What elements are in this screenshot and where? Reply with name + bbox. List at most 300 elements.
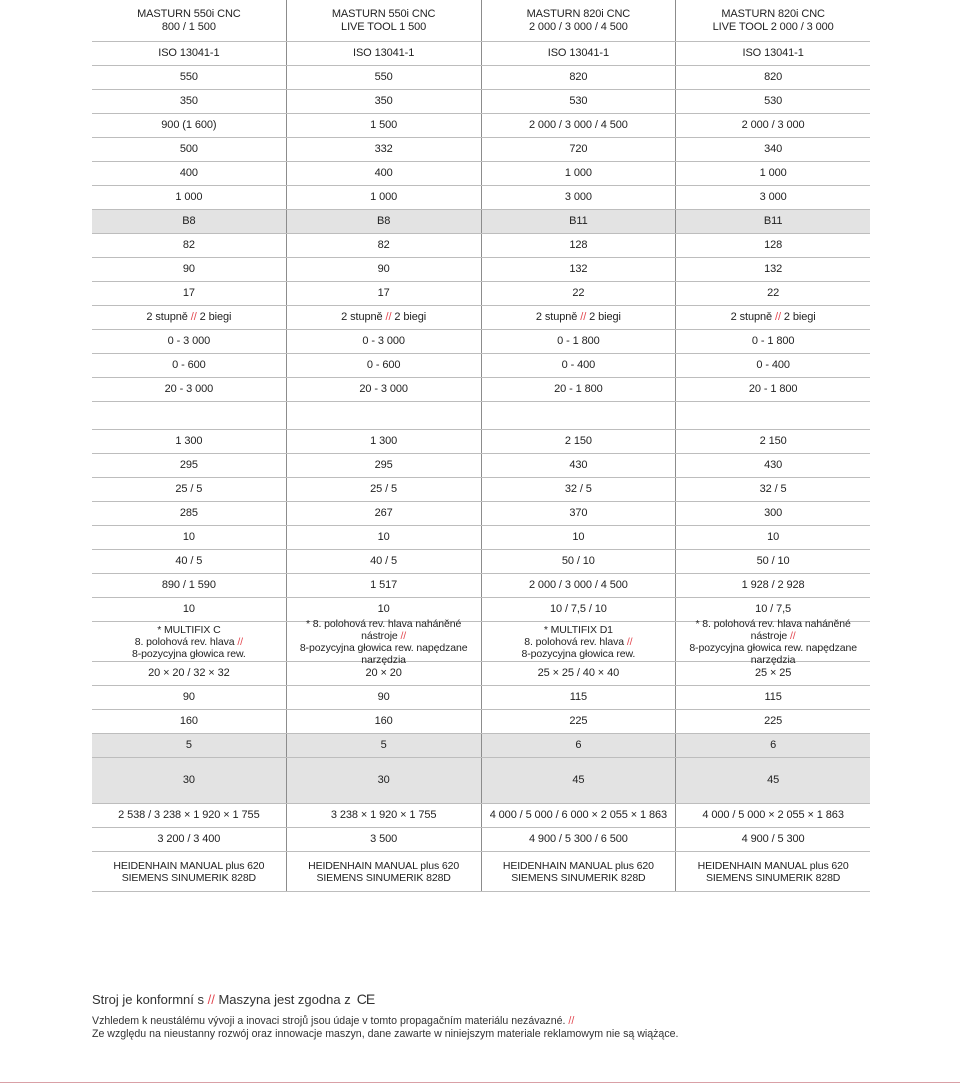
cell-line: 8-pozycyjna głowica rew. napędzane narzędzia xyxy=(689,641,857,666)
separator-slashes: // xyxy=(385,311,392,324)
table-cell xyxy=(481,234,676,257)
table-cell xyxy=(675,114,870,137)
table-row xyxy=(92,114,870,138)
cell-line: 430 xyxy=(569,459,588,472)
table-row xyxy=(92,210,870,234)
cell-line: 2 stupně // 2 biegi xyxy=(146,311,232,324)
table-cell xyxy=(286,90,481,113)
cell-line: 430 xyxy=(764,459,783,472)
table-cell xyxy=(481,66,676,89)
table-cell xyxy=(675,617,870,666)
table-cell xyxy=(286,66,481,89)
cell-line: 2 stupně // 2 biegi xyxy=(535,311,621,324)
table-cell xyxy=(92,378,286,401)
cell-line: 10 xyxy=(377,531,390,544)
separator-slashes: // xyxy=(568,1015,575,1027)
cell-line: 17 xyxy=(182,287,195,300)
header-cell xyxy=(92,0,286,41)
table-cell xyxy=(286,758,481,803)
table-cell xyxy=(675,210,870,233)
cell-line: 8-pozycyjna głowica rew. napędzane narzędzia xyxy=(299,641,468,666)
cell-line: 40 / 5 xyxy=(370,555,398,568)
table-row xyxy=(92,852,870,892)
cell-line: 17 xyxy=(377,287,390,300)
table-row xyxy=(92,710,870,734)
table-row xyxy=(92,550,870,574)
cell-line: 20 × 20 / 32 × 32 xyxy=(148,667,230,680)
table-cell xyxy=(92,210,286,233)
cell-line: 2 150 xyxy=(564,435,592,448)
cell-line: HEIDENHAIN MANUAL plus 620 xyxy=(502,859,654,872)
table-cell xyxy=(286,258,481,281)
cell-line: 132 xyxy=(764,263,783,276)
cell-line: 340 xyxy=(764,143,783,156)
table-cell xyxy=(92,454,286,477)
table-cell xyxy=(92,686,286,709)
cell-line: 50 / 10 xyxy=(756,555,790,568)
table-cell xyxy=(481,622,676,661)
table-row xyxy=(92,282,870,306)
cell-line: 50 / 10 xyxy=(561,555,595,568)
cell-line: 1 300 xyxy=(175,435,203,448)
table-cell xyxy=(92,828,286,851)
cell-line: 4 000 / 5 000 × 2 055 × 1 863 xyxy=(702,809,844,822)
table-cell xyxy=(481,258,676,281)
table-cell xyxy=(92,186,286,209)
table-cell xyxy=(675,710,870,733)
table-cell xyxy=(481,828,676,851)
cell-line: 4 900 / 5 300 / 6 500 xyxy=(528,833,628,846)
cell-line: 2 538 / 3 238 × 1 920 × 1 755 xyxy=(118,809,260,822)
table-cell xyxy=(481,114,676,137)
table-cell xyxy=(286,804,481,827)
table-cell xyxy=(92,354,286,377)
table-cell xyxy=(286,828,481,851)
table-cell xyxy=(675,90,870,113)
cell-line: 0 - 400 xyxy=(756,359,790,372)
table-cell xyxy=(286,162,481,185)
cell-line: 90 xyxy=(377,691,390,704)
table-cell xyxy=(92,598,286,621)
cell-line: 3 238 × 1 920 × 1 755 xyxy=(330,809,437,822)
table-cell xyxy=(481,758,676,803)
cell-line: * 8. polohová rev. hlava naháněné nástroje // xyxy=(695,617,851,642)
ce-mark-icon: CE xyxy=(356,991,375,1007)
table-cell xyxy=(286,526,481,549)
table-cell xyxy=(286,402,481,429)
table-cell xyxy=(481,550,676,573)
cell-line: 90 xyxy=(377,263,390,276)
cell-line: 820 xyxy=(764,71,783,84)
table-cell xyxy=(286,574,481,597)
separator-slashes: // xyxy=(626,635,633,648)
table-cell xyxy=(92,258,286,281)
cell-line: 8. polohová rev. hlava // xyxy=(524,635,633,648)
table-cell xyxy=(481,42,676,65)
header-line: MASTURN 550i CNC xyxy=(137,8,241,20)
cell-line: 6 xyxy=(770,739,777,752)
separator-slashes: // xyxy=(207,991,215,1007)
cell-line: HEIDENHAIN MANUAL plus 620 xyxy=(308,859,460,872)
table-cell xyxy=(675,758,870,803)
table-row xyxy=(92,617,870,666)
table-cell xyxy=(481,734,676,757)
table-cell xyxy=(675,550,870,573)
table-cell xyxy=(481,138,676,161)
cell-line: 500 xyxy=(179,143,198,156)
table-cell xyxy=(92,502,286,525)
table-row xyxy=(92,574,870,598)
cell-line: 30 xyxy=(377,774,390,787)
cell-line: 0 - 3 000 xyxy=(167,335,211,348)
header-cell xyxy=(286,0,481,41)
cell-line: 550 xyxy=(374,71,393,84)
table-cell xyxy=(675,454,870,477)
cell-line: 10 xyxy=(182,603,195,616)
cell-line: 115 xyxy=(569,691,587,704)
table-cell xyxy=(675,186,870,209)
table-cell xyxy=(675,42,870,65)
table-cell xyxy=(92,114,286,137)
cell-line: HEIDENHAIN MANUAL plus 620 xyxy=(113,859,265,872)
table-row xyxy=(92,454,870,478)
table-cell xyxy=(675,430,870,453)
table-cell xyxy=(286,550,481,573)
cell-line: ISO 13041-1 xyxy=(158,47,220,60)
table-cell xyxy=(675,402,870,429)
cell-line: B8 xyxy=(182,215,196,228)
table-cell xyxy=(92,478,286,501)
header-cell xyxy=(481,0,676,41)
table-cell xyxy=(675,354,870,377)
cell-line: 2 000 / 3 000 / 4 500 xyxy=(528,119,628,132)
separator-slashes: // xyxy=(400,629,407,642)
cell-line: 25 / 5 xyxy=(370,483,398,496)
cell-line: 5 xyxy=(185,739,192,752)
cell-line: 8-pozycyjna głowica rew. xyxy=(521,647,636,660)
cell-line: 1 928 / 2 928 xyxy=(741,579,805,592)
table-cell xyxy=(92,526,286,549)
separator-slashes: // xyxy=(775,311,781,324)
cell-line: SIEMENS SINUMERIK 828D xyxy=(316,871,451,884)
cell-line: * MULTIFIX C xyxy=(157,623,221,636)
table-cell xyxy=(675,662,870,685)
table-cell xyxy=(481,574,676,597)
cell-line: 0 - 600 xyxy=(366,359,401,372)
cell-line: 0 - 1 800 xyxy=(557,335,600,348)
table-cell xyxy=(675,852,870,891)
table-row xyxy=(92,758,870,804)
cell-line: 2 000 / 3 000 / 4 500 xyxy=(528,579,628,592)
cell-line: 1 500 xyxy=(370,119,398,132)
cell-line: 0 - 400 xyxy=(561,359,596,372)
cell-line: 225 xyxy=(569,715,588,728)
table-cell xyxy=(92,734,286,757)
cell-line: ISO 13041-1 xyxy=(352,47,415,60)
table-cell xyxy=(675,138,870,161)
table-cell xyxy=(481,186,676,209)
cell-line: 332 xyxy=(374,143,393,156)
table-row xyxy=(92,186,870,210)
cell-line: ISO 13041-1 xyxy=(742,47,804,60)
table-cell xyxy=(675,378,870,401)
table-cell xyxy=(92,138,286,161)
table-row xyxy=(92,90,870,114)
cell-line: 32 / 5 xyxy=(564,483,592,496)
cell-line: * 8. polohová rev. hlava naháněné nástroje // xyxy=(305,617,462,642)
table-cell xyxy=(481,454,676,477)
table-cell xyxy=(481,354,676,377)
cell-line: 1 517 xyxy=(370,579,398,592)
table-cell xyxy=(286,430,481,453)
cell-line: 720 xyxy=(569,143,588,156)
cell-line: 1 300 xyxy=(370,435,398,448)
cell-line: SIEMENS SINUMERIK 828D xyxy=(121,871,257,884)
cell-line: 890 / 1 590 xyxy=(161,579,216,592)
cell-line: 6 xyxy=(575,739,582,752)
bottom-divider xyxy=(0,1082,960,1083)
cell-line: 82 xyxy=(377,239,390,252)
table-cell xyxy=(481,402,676,429)
table-row xyxy=(92,258,870,282)
cell-line: 22 xyxy=(572,287,585,300)
table-cell xyxy=(92,282,286,305)
table-cell xyxy=(286,478,481,501)
cell-line: 22 xyxy=(767,287,780,300)
table-cell xyxy=(92,550,286,573)
cell-line: 90 xyxy=(182,263,195,276)
table-cell xyxy=(286,210,481,233)
table-cell xyxy=(675,478,870,501)
conformity-text: Stroj je konformní s // Maszyna jest zgodna z xyxy=(92,991,351,1007)
cell-line: 8-pozycyjna głowica rew. xyxy=(132,647,246,660)
header-line: MASTURN 820i CNC xyxy=(721,8,825,20)
table-cell xyxy=(675,330,870,353)
table-row xyxy=(92,828,870,852)
table-cell xyxy=(286,378,481,401)
table-row xyxy=(92,478,870,502)
table-cell xyxy=(286,852,481,891)
separator-slashes: // xyxy=(789,629,796,642)
cell-line: B11 xyxy=(569,215,588,228)
cell-line: 25 / 5 xyxy=(175,483,203,496)
cell-line: 370 xyxy=(569,507,588,520)
table-cell xyxy=(92,710,286,733)
cell-line: SIEMENS SINUMERIK 828D xyxy=(705,871,841,884)
header-line: LIVE TOOL 1 500 xyxy=(341,20,427,33)
table-cell xyxy=(286,686,481,709)
cell-line: 2 stupně // 2 biegi xyxy=(341,311,427,324)
cell-line: 25 × 25 xyxy=(754,667,792,680)
table-cell xyxy=(92,42,286,65)
cell-line: 295 xyxy=(374,459,393,472)
cell-line: 40 / 5 xyxy=(175,555,203,568)
table-cell xyxy=(92,234,286,257)
cell-line: 25 × 25 / 40 × 40 xyxy=(537,667,620,680)
table-cell xyxy=(286,617,481,666)
table-cell xyxy=(92,66,286,89)
separator-slashes: // xyxy=(190,311,197,324)
table-cell xyxy=(92,574,286,597)
conformity-line xyxy=(92,988,912,1010)
disclaimer-line-2: Ze względu na nieustanny rozwój oraz innowacje maszyn, dane zawarte w niniejszym materiale reklamowym nie są wiążące. xyxy=(92,1028,679,1040)
cell-line: 350 xyxy=(179,95,198,108)
table-cell xyxy=(675,502,870,525)
cell-line: 10 xyxy=(377,603,390,616)
table-cell xyxy=(92,622,286,661)
table-row xyxy=(92,138,870,162)
cell-line: 295 xyxy=(179,459,198,472)
table-cell xyxy=(675,162,870,185)
cell-line: 10 / 7,5 xyxy=(755,603,792,616)
table-cell xyxy=(286,186,481,209)
cell-line: 128 xyxy=(569,239,588,252)
table-cell xyxy=(286,662,481,685)
table-cell xyxy=(286,710,481,733)
table-cell xyxy=(286,502,481,525)
table-cell xyxy=(92,402,286,429)
cell-line: 20 - 1 800 xyxy=(748,383,798,396)
table-cell xyxy=(481,210,676,233)
cell-line: 2 stupně // 2 biegi xyxy=(730,311,816,324)
table-cell xyxy=(481,162,676,185)
spec-table xyxy=(92,0,870,892)
table-cell xyxy=(481,430,676,453)
cell-line: 45 xyxy=(572,774,585,787)
table-cell xyxy=(286,282,481,305)
table-cell xyxy=(286,454,481,477)
table-cell xyxy=(92,330,286,353)
cell-line: 900 (1 600) xyxy=(161,119,217,132)
cell-line: 400 xyxy=(374,167,393,180)
cell-line: 3 000 xyxy=(564,191,592,204)
cell-line: 20 - 3 000 xyxy=(359,383,408,396)
footer xyxy=(92,988,912,1041)
table-cell xyxy=(286,42,481,65)
cell-line: 128 xyxy=(764,239,783,252)
cell-line: 32 / 5 xyxy=(759,483,787,496)
table-row xyxy=(92,330,870,354)
table-cell xyxy=(286,734,481,757)
cell-line: 3 500 xyxy=(370,833,398,846)
table-cell xyxy=(481,90,676,113)
table-cell xyxy=(675,686,870,709)
cell-line: ISO 13041-1 xyxy=(547,47,610,60)
cell-line: 4 000 / 5 000 / 6 000 × 2 055 × 1 863 xyxy=(489,809,668,822)
cell-line: 160 xyxy=(179,715,198,728)
cell-line: 300 xyxy=(764,507,783,520)
cell-line: 2 000 / 3 000 xyxy=(741,119,805,132)
table-cell xyxy=(675,66,870,89)
table-cell xyxy=(675,828,870,851)
cell-line: 225 xyxy=(764,715,783,728)
table-row xyxy=(92,66,870,90)
table-row xyxy=(92,378,870,402)
table-row xyxy=(92,354,870,378)
table-cell xyxy=(675,804,870,827)
cell-line: 1 000 xyxy=(564,167,592,180)
cell-line: 3 000 xyxy=(759,191,787,204)
table-cell xyxy=(675,526,870,549)
cell-line: B11 xyxy=(763,215,783,228)
cell-line: 20 - 3 000 xyxy=(164,383,214,396)
cell-line: B8 xyxy=(376,215,391,228)
header-line: 800 / 1 500 xyxy=(161,20,216,33)
table-cell xyxy=(481,378,676,401)
cell-line: 400 xyxy=(179,167,198,180)
cell-line: 550 xyxy=(179,71,198,84)
cell-line: 160 xyxy=(374,715,393,728)
cell-line: 4 900 / 5 300 xyxy=(741,833,805,846)
header-line: MASTURN 820i CNC xyxy=(526,8,631,20)
table-cell xyxy=(92,758,286,803)
table-cell xyxy=(92,804,286,827)
table-cell xyxy=(481,502,676,525)
cell-line: 350 xyxy=(374,95,393,108)
cell-line: 267 xyxy=(374,507,393,520)
cell-line: 20 × 20 xyxy=(365,667,402,680)
table-header xyxy=(92,0,870,42)
separator-slashes: // xyxy=(237,635,243,648)
cell-line: 1 000 xyxy=(175,191,203,204)
table-row xyxy=(92,526,870,550)
table-row xyxy=(92,430,870,454)
cell-line: 0 - 3 000 xyxy=(362,335,405,348)
table-cell xyxy=(675,258,870,281)
cell-line: 0 - 600 xyxy=(172,359,206,372)
cell-line: 3 200 / 3 400 xyxy=(157,833,221,846)
table-cell xyxy=(286,234,481,257)
table-cell xyxy=(286,330,481,353)
table-cell xyxy=(481,598,676,621)
table-cell xyxy=(286,306,481,329)
table-row xyxy=(92,804,870,828)
table-cell xyxy=(92,162,286,185)
cell-line: 1 000 xyxy=(370,191,398,204)
cell-line: 10 xyxy=(767,531,780,544)
cell-line: 530 xyxy=(764,95,783,108)
table-cell xyxy=(481,686,676,709)
table-cell xyxy=(675,574,870,597)
table-cell xyxy=(481,306,676,329)
cell-line: 530 xyxy=(569,95,588,108)
header-cell xyxy=(675,0,870,41)
table-row xyxy=(92,402,870,430)
cell-line: 132 xyxy=(569,263,588,276)
cell-line: 10 xyxy=(572,531,585,544)
table-row xyxy=(92,42,870,66)
header-line: 2 000 / 3 000 / 4 500 xyxy=(528,20,628,33)
disclaimer-line-1: Vzhledem k neustálému vývoji a inovaci strojů jsou údaje v tomto propagačním materiálu nezávazné. // xyxy=(92,1015,575,1027)
table-row xyxy=(92,686,870,710)
table-cell xyxy=(92,852,286,891)
table-cell xyxy=(286,114,481,137)
table-cell xyxy=(92,90,286,113)
table-row xyxy=(92,234,870,258)
cell-line: 0 - 1 800 xyxy=(751,335,795,348)
table-cell xyxy=(481,282,676,305)
table-row xyxy=(92,162,870,186)
table-cell xyxy=(481,478,676,501)
cell-line: 20 - 1 800 xyxy=(554,383,603,396)
table-cell xyxy=(481,710,676,733)
cell-line: SIEMENS SINUMERIK 828D xyxy=(511,871,646,884)
cell-line: 45 xyxy=(767,774,780,787)
header-line: LIVE TOOL 2 000 / 3 000 xyxy=(712,20,834,33)
cell-line: 8. polohová rev. hlava // xyxy=(134,635,243,648)
table-row xyxy=(92,502,870,526)
table-cell xyxy=(286,138,481,161)
